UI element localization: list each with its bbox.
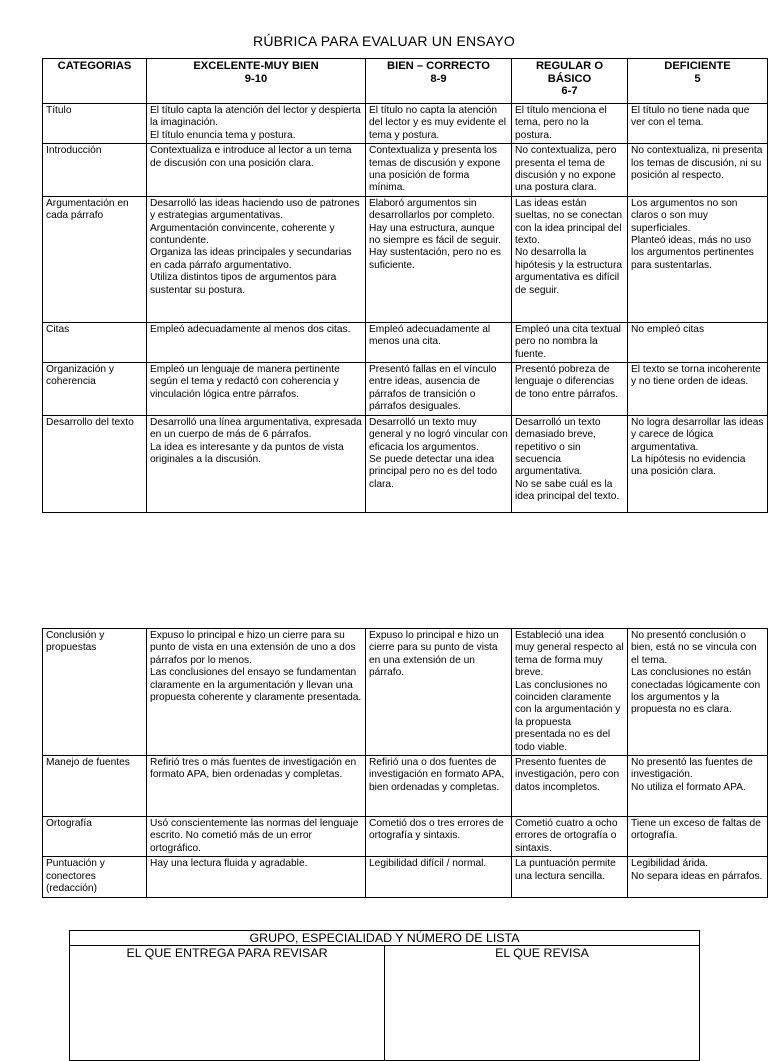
cell-regular — [512, 144, 628, 197]
cell-text: Refirió una o dos fuentes de investigación en formato APA, bien ordenadas y completas. — [369, 757, 505, 793]
table-row — [43, 322, 768, 362]
table-row — [43, 196, 768, 322]
cell-deficiente — [628, 104, 768, 144]
cell-text: Contextualiza y presenta los temas de discusión y expone una posición de forma mínima. — [369, 145, 501, 194]
cell-text: Legibilidad difícil / normal. — [369, 858, 487, 870]
cell-text: Empleó adecuadamente al menos dos citas. — [150, 323, 351, 335]
cell-text: No contextualiza, ni presenta los temas de discusión, ni su posición al respecto. — [631, 145, 763, 182]
cell-text: No se sabe cuál es la idea principal del texto. — [515, 478, 620, 503]
category-label: Citas — [46, 323, 70, 335]
signature-right-label: EL QUE REVISA — [385, 946, 700, 961]
cell-text: Empleó una cita textual pero no nombra la fuente. — [515, 323, 621, 360]
category-label: Título — [46, 105, 72, 116]
cell-text: No desarrolla la hipótesis y la estructura argumentativa es difícil de seguir. — [515, 247, 623, 296]
cell-excelente — [147, 857, 366, 897]
cell-text: Usó conscientemente las normas del lenguaje escrito. No cometió más de un error ortográfico. — [150, 818, 359, 854]
cell-category — [43, 415, 147, 512]
cell-text: La puntuación permite una lectura sencilla. — [515, 858, 616, 882]
cell-text: Contextualiza e introduce al lector a un tema de discusión con una posición clara. — [150, 145, 352, 169]
cell-text: Cometió dos o tres errores de ortografía y sintaxis. — [369, 818, 504, 842]
rubric-table-part-2 — [42, 628, 768, 898]
cell-category — [43, 196, 147, 322]
cell-text: El título capta la atención del lector y despierta la imaginación. — [150, 105, 361, 129]
cell-excelente — [147, 196, 366, 322]
header-deficiente: DEFICIENTE 5 — [628, 59, 768, 104]
page-title: RÚBRICA PARA EVALUAR UN ENSAYO — [253, 33, 515, 49]
table-row — [43, 756, 768, 817]
cell-text: Expuso lo principal e hizo un cierre para su punto de vista en una extensión de uno a dos párrafos por lo menos. — [150, 630, 356, 666]
cell-text: Expuso lo principal e hizo un cierre para su punto de vista en una extensión de un párrafo. — [369, 630, 499, 679]
cell-text: Utiliza distintos tipos de argumentos para sustentar su postura. — [150, 272, 337, 296]
cell-excelente — [147, 144, 366, 197]
cell-bien — [366, 104, 512, 144]
cell-category — [43, 363, 147, 416]
cell-bien — [366, 363, 512, 416]
cell-text: Desarrolló un texto muy general y no logró vincular con eficacia los argumentos. — [369, 416, 508, 453]
cell-text: El título no tiene nada que ver con el tema. — [631, 105, 750, 129]
cell-text: El título no capta la atención del lector y es muy evidente el tema y postura. — [369, 105, 507, 141]
cell-bien — [366, 817, 512, 857]
cell-text: No contextualiza, pero presenta el tema de discusión y no expone una postura clara. — [515, 145, 617, 194]
cell-text: Hay una lectura fluida y agradable. — [150, 858, 308, 870]
signature-box — [69, 930, 700, 1061]
cell-excelente — [147, 363, 366, 416]
cell-deficiente — [628, 363, 768, 416]
cell-excelente — [147, 415, 366, 512]
category-label: Ortografía — [46, 818, 92, 830]
cell-bien — [366, 629, 512, 756]
cell-excelente — [147, 322, 366, 362]
header-row — [43, 59, 768, 104]
cell-category — [43, 817, 147, 857]
cell-text: No utiliza el formato APA. — [631, 781, 746, 793]
cell-category — [43, 756, 147, 817]
category-label: Conclusión y propuestas — [46, 630, 105, 654]
cell-bien — [366, 196, 512, 322]
table-row — [43, 817, 768, 857]
cell-deficiente — [628, 144, 768, 197]
cell-regular — [512, 104, 628, 144]
cell-excelente — [147, 104, 366, 144]
cell-text: Hay una estructura, aunque no siempre es fácil de seguir. — [369, 222, 501, 247]
cell-bien — [366, 756, 512, 817]
cell-text: No separa ideas en párrafos. — [631, 870, 763, 882]
cell-deficiente — [628, 756, 768, 817]
cell-text: El título menciona el tema, pero no la postura. — [515, 105, 607, 141]
cell-text: Se puede detectar una idea principal pero no es del todo clara. — [369, 453, 497, 490]
cell-category — [43, 104, 147, 144]
cell-deficiente — [628, 196, 768, 322]
header-excelente: EXCELENTE-MUY BIEN 9-10 — [147, 59, 366, 104]
cell-text: Refirió tres o más fuentes de investigación en formato APA, bien ordenadas y completas. — [150, 757, 357, 781]
cell-bien — [366, 415, 512, 512]
header-categorias: CATEGORIAS — [43, 59, 147, 104]
cell-text: Planteó ideas, más no uso los argumentos pertinentes para sustentarlas. — [631, 235, 754, 271]
cell-text: El título enuncia tema y postura. — [150, 129, 296, 141]
signature-right-area[interactable] — [385, 960, 700, 1061]
category-label: Manejo de fuentes — [46, 757, 130, 769]
signature-left-area[interactable] — [70, 960, 385, 1061]
cell-deficiente — [628, 629, 768, 756]
cell-regular — [512, 196, 628, 322]
cell-text: La hipótesis no evidencia una posición clara. — [631, 453, 746, 478]
signature-left-label: EL QUE ENTREGA PARA REVISAR — [70, 946, 385, 961]
cell-text: Argumentación convincente, coherente y contundente. — [150, 222, 335, 247]
cell-text: Elaboró argumentos sin desarrollarlos por completo. — [369, 197, 495, 222]
cell-category — [43, 629, 147, 756]
cell-category — [43, 322, 147, 362]
cell-bien — [366, 144, 512, 197]
header-bien: BIEN – CORRECTO 8-9 — [366, 59, 512, 104]
cell-regular — [512, 629, 628, 756]
cell-deficiente — [628, 817, 768, 857]
table-row — [43, 857, 768, 897]
category-label: Puntuación y conectores (redacción) — [46, 858, 105, 895]
cell-text: Desarrolló una línea argumentativa, expresada en un cuerpo de más de 6 párrafos. — [150, 416, 362, 441]
cell-text: Las conclusiones no están conectadas lógicamente con los argumentos y la propuesta no es clara. — [631, 667, 761, 716]
table-row — [43, 363, 768, 416]
cell-text: Presento fuentes de investigación, pero con datos incompletos. — [515, 757, 620, 793]
table-row — [43, 415, 768, 512]
cell-deficiente — [628, 415, 768, 512]
cell-excelente — [147, 629, 366, 756]
cell-regular — [512, 857, 628, 897]
cell-text: No logra desarrollar las ideas y carece de lógica argumentativa. — [631, 416, 764, 453]
cell-excelente — [147, 756, 366, 817]
cell-text: Las conclusiones no coinciden claramente con la argumentación y la propuesta presentada no es del todo viable. — [515, 679, 621, 753]
cell-regular — [512, 322, 628, 362]
category-label: Organización y coherencia — [46, 364, 114, 388]
cell-text: Presentó pobreza de lenguaje o diferencias de tono entre párrafos. — [515, 364, 619, 400]
cell-text: El texto se torna incoherente y no tiene orden de ideas. — [631, 364, 761, 388]
cell-text: Organiza las ideas principales y secundarias en cada párrafo argumentativo. — [150, 247, 352, 271]
cell-text: La idea es interesante y da puntos de vista originales a la discusión. — [150, 441, 344, 465]
rubric-table-part-1 — [42, 58, 768, 513]
cell-text: Las ideas están sueltas, no se conectan con la idea principal del texto. — [515, 197, 623, 247]
cell-text: Empleó un lenguaje de manera pertinente según el tema y redactó con coherencia y vinculación lógica entre párrafos. — [150, 364, 340, 400]
cell-text: Legibilidad árida. — [631, 858, 709, 870]
signature-box-title: GRUPO, ESPECIALIDAD Y NÚMERO DE LISTA — [70, 931, 700, 946]
category-label: Desarrollo del texto — [46, 416, 134, 428]
header-regular: REGULAR O BÁSICO 6-7 — [512, 59, 628, 104]
cell-text: Hay sustentación, pero no es suficiente. — [369, 247, 501, 271]
cell-bien — [366, 857, 512, 897]
category-label: Argumentación en cada párrafo — [46, 197, 129, 222]
cell-deficiente — [628, 322, 768, 362]
cell-deficiente — [628, 857, 768, 897]
category-label: Introducción — [46, 145, 102, 157]
cell-text: No presentó las fuentes de investigación. — [631, 757, 753, 781]
cell-regular — [512, 363, 628, 416]
table-row — [43, 104, 768, 144]
cell-category — [43, 144, 147, 197]
cell-bien — [366, 322, 512, 362]
cell-regular — [512, 415, 628, 512]
cell-regular — [512, 817, 628, 857]
cell-text: Cometió cuatro a ocho errores de ortografía o sintaxis. — [515, 818, 618, 854]
cell-text: No presentó conclusión o bien, está no se vincula con el tema. — [631, 630, 757, 666]
cell-category — [43, 857, 147, 897]
cell-regular — [512, 756, 628, 817]
cell-text: Desarrolló las ideas haciendo uso de patrones y estrategias argumentativas. — [150, 197, 360, 222]
table-row — [43, 144, 768, 197]
cell-text: Presentó fallas en el vínculo entre ideas, ausencia de párrafos de transición o párrafos desiguales. — [369, 364, 497, 413]
cell-text: No empleó citas — [631, 323, 705, 335]
cell-text: Desarrolló un texto demasiado breve, repetitivo o sin secuencia argumentativa. — [515, 416, 601, 478]
cell-text: Empleó adecuadamente al menos una cita. — [369, 323, 491, 348]
cell-text: Los argumentos no son claros o son muy superficiales. — [631, 197, 738, 234]
cell-text: Tiene un exceso de faltas de ortografía. — [631, 818, 761, 842]
cell-text: Estableció una idea muy general respecto al tema de forma muy breve. — [515, 630, 624, 679]
cell-text: Las conclusiones del ensayo se fundamentan claramente en la argumentación y llevan una propuesta coherente y claramente presentada. — [150, 667, 362, 704]
table-row — [43, 629, 768, 756]
cell-excelente — [147, 817, 366, 857]
